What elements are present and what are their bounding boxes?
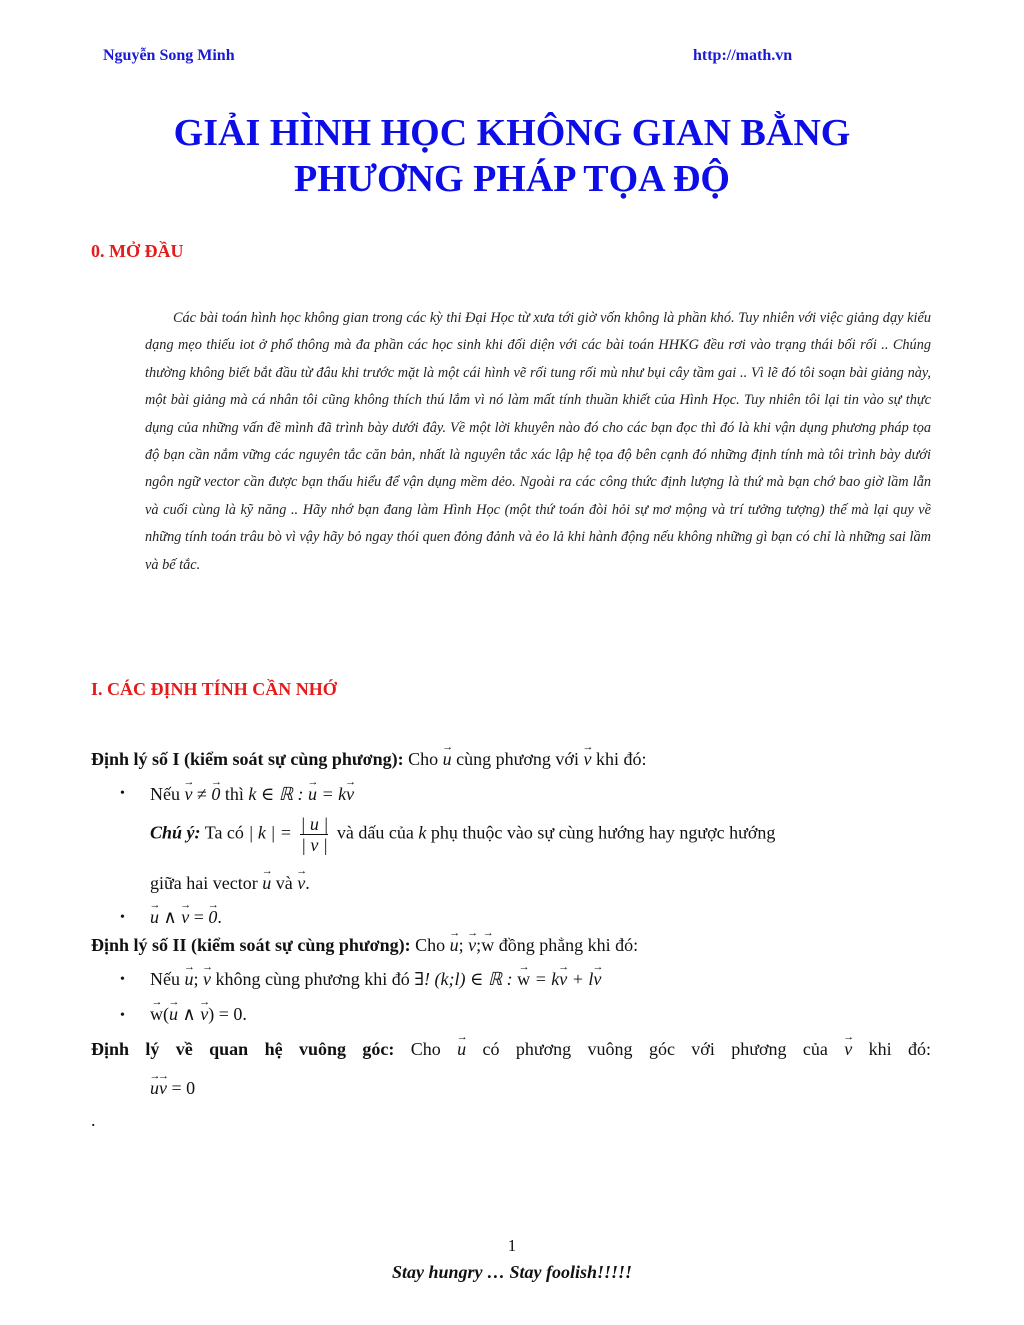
vector-u: → u [150, 905, 159, 929]
formula-text: k ∈ ℝ : [248, 784, 304, 804]
theorem-1-note [150, 814, 775, 855]
vector-v: → v [200, 1002, 208, 1026]
vector-v: → v [185, 782, 193, 806]
section-heading-qualitative: I. CÁC ĐỊNH TÍNH CẦN NHỚ [91, 679, 337, 699]
theorem-1-text: cùng phương với [456, 749, 579, 769]
bullet-icon: • [120, 1008, 125, 1023]
paren: ) [208, 1004, 215, 1024]
formula-text: = [193, 907, 204, 927]
note-text: và dấu của [336, 822, 414, 843]
vector-u: → u [450, 933, 459, 957]
formula-text: ∃! (k;l) ∈ ℝ : [414, 969, 513, 989]
theorem-3-statement [91, 1037, 931, 1061]
separator: ; [193, 969, 199, 989]
document-title-line-2: PHƯƠNG PHÁP TỌA ĐỘ [294, 158, 730, 200]
theorem-2-text: Cho [415, 935, 446, 955]
vector-u: → u [308, 782, 317, 806]
vector-u: → u [457, 1037, 466, 1061]
bullet-icon: • [120, 972, 125, 987]
formula-text: ∧ [182, 1004, 196, 1024]
theorem-3-text: Cho [410, 1039, 441, 1059]
vector-w: → w [481, 933, 494, 957]
theorem-2-text: đồng phẳng khi đó: [498, 935, 639, 955]
note-text: Ta có [204, 822, 244, 843]
vector-zero: → 0 [208, 905, 217, 929]
vector-u: → u [443, 747, 452, 771]
vector-zero: → 0 [211, 782, 220, 806]
vector-v: → v [468, 933, 476, 957]
vector-v: → v [297, 871, 305, 895]
vector-v: → v [181, 905, 189, 929]
formula-text: + l [571, 969, 594, 989]
theorem-1-text: Cho [408, 749, 439, 769]
vector-w: → w [517, 967, 530, 991]
vector-w: → w [150, 1002, 163, 1026]
theorem-2-statement [91, 933, 638, 957]
intro-paragraph-block [145, 305, 931, 579]
paren: ( [163, 1004, 169, 1024]
fraction-abs-u-over-abs-v [300, 814, 328, 855]
fraction-denominator: | v | [300, 835, 328, 855]
vector-u: → u [150, 1076, 159, 1100]
formula-text: Nếu [150, 969, 180, 989]
theorem-1-statement [91, 747, 646, 771]
theorem-1-bullet-2 [150, 905, 222, 929]
formula-text: không cùng phương khi đó [215, 969, 410, 989]
fraction-numerator: | u | [300, 814, 329, 834]
note-text: phụ thuộc vào sự cùng hướng hay ngược hướng [430, 822, 776, 843]
formula-text: = k [534, 969, 560, 989]
formula-text: Nếu [150, 784, 180, 804]
formula-text: thì [224, 784, 244, 804]
theorem-3-formula [150, 1076, 195, 1100]
theorem-1-note-cont [150, 871, 310, 895]
theorem-3-text: khi đó: [868, 1039, 932, 1059]
page-number: 1 [507, 1236, 517, 1255]
note-text: giữa hai vector [150, 873, 258, 893]
vector-v: → v [203, 967, 211, 991]
theorem-1-label: Định lý số I (kiểm soát sự cùng phương): [91, 749, 404, 769]
vector-u: → u [169, 1002, 178, 1026]
formula-text: ≠ [197, 784, 207, 804]
intro-paragraph: Các bài toán hình học không gian trong các kỳ thi Đại Học từ xưa tới giờ vốn không là phần khó. Tuy nhiên với việc giảng dạy kiểu dạng mẹo thiếu iot ở phổ thông mà đa phần các học sinh khi đối diện với các bài toán HHKG đều rơi vào trạng thái bối rối .. Chúng thường không biết bắt đầu từ đâu khi trước mặt là một cái hình vẽ rối tung rối mù như bụi cây tầm gai .. Vì lẽ đó tôi soạn bài giảng này, một bài giảng mà cá nhân tôi cũng không thích thú lắm vì nó làm mất tính thuần khiết của Hình Học. Tuy nhiên tôi lại tin vào sự thực dụng của những vấn đề mình đã trình bày dưới đây. Về một lời khuyên nào đó cho các bạn đọc thì đó là khi vận dụng phương pháp tọa độ bạn cần nắm vững các nguyên tắc căn bản, nhất là nguyên tắc xác lập hệ tọa độ bên cạnh đó những định tính mà tôi trình bày dưới ngôn ngữ vector cần được bạn thấu hiểu để vận dụng mềm dẻo. Ngoài ra các công thức định lượng là thứ mà bạn chớ bao giờ lầm lẫn và cuối cùng là kỹ năng .. Hãy nhớ bạn đang làm Hình Học (một thứ toán đòi hỏi sự mơ mộng và trí tưởng tượng) thế mà lại quy về những tính toán trâu bò vì vậy hãy bỏ ngay thói quen đỏng đảnh và ẻo lả khi hành động nếu không những gì bạn có chỉ là những sai lầm và bế tắc. [145, 310, 931, 573]
theorem-2-bullet-1 [150, 967, 601, 991]
formula-text: = 0 [171, 1078, 196, 1098]
vector-u: → u [185, 967, 194, 991]
stray-dot: . [91, 1110, 96, 1130]
separator: ; [476, 935, 482, 955]
theorem-1-text: khi đó: [595, 749, 647, 769]
formula-text: k [418, 822, 427, 843]
formula-text: ∧ [163, 907, 177, 927]
vector-v: → v [593, 967, 601, 991]
vector-v: → v [583, 747, 591, 771]
bullet-icon: • [120, 786, 125, 801]
header-site-link[interactable]: http://math.vn [693, 47, 793, 64]
document-title-line-1: GIẢI HÌNH HỌC KHÔNG GIAN BẰNG [173, 112, 851, 154]
vector-v: → v [346, 782, 354, 806]
formula-text: . [217, 907, 222, 927]
vector-v: → v [844, 1037, 852, 1061]
note-text: . [305, 873, 310, 893]
note-label: Chú ý: [150, 822, 201, 843]
theorem-3-text: có phương vuông góc với phương của [482, 1039, 828, 1059]
note-text: và [275, 873, 293, 893]
theorem-2-label: Định lý số II (kiểm soát sự cùng phương): [91, 935, 411, 955]
bullet-icon: • [120, 910, 125, 925]
header-author: Nguyễn Song Minh [103, 47, 235, 64]
formula-text: | k | = [248, 822, 292, 843]
vector-v: → v [559, 967, 567, 991]
vector-u: → u [262, 871, 271, 895]
footer-quote: Stay hungry … Stay foolish!!!!! [391, 1262, 633, 1282]
formula-text: = k [321, 784, 347, 804]
theorem-2-bullet-2 [150, 1002, 247, 1026]
section-heading-intro: 0. MỞ ĐẦU [91, 241, 184, 261]
formula-text: = 0. [218, 1004, 247, 1024]
theorem-1-bullet-1 [150, 782, 354, 806]
separator: ; [458, 935, 464, 955]
vector-v: → v [159, 1076, 167, 1100]
theorem-3-label: Định lý về quan hệ vuông góc: [91, 1039, 395, 1059]
